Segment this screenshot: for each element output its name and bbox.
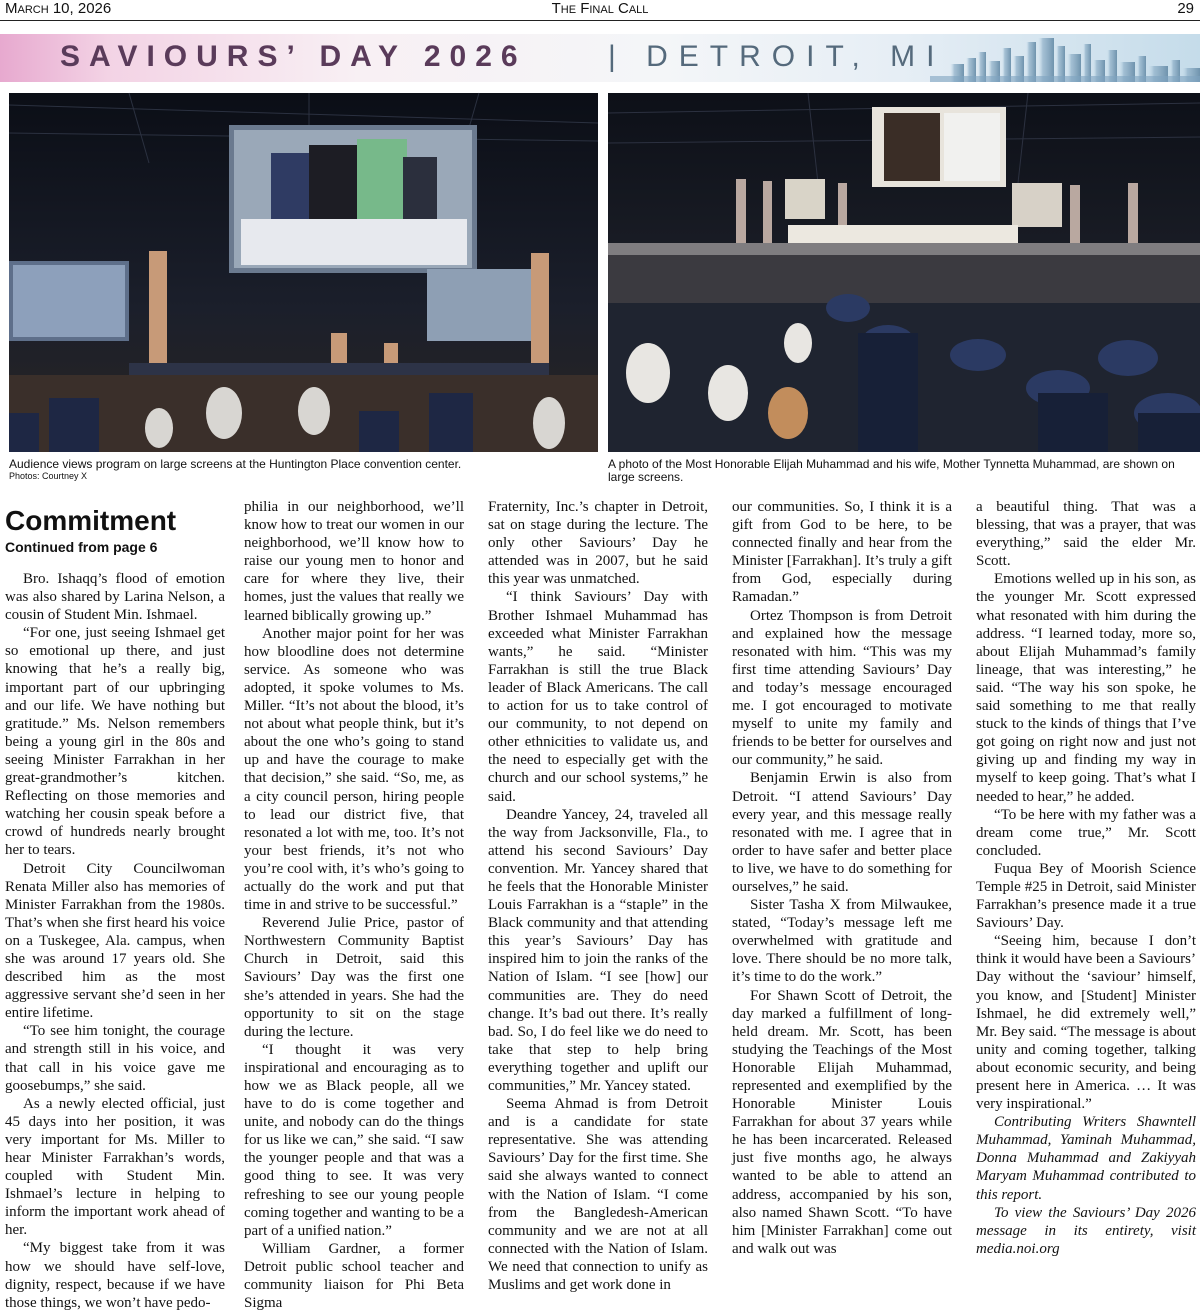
paragraph: our communities. So, I think it is a gift from God to be here, to be connected finally and hear from the Minister [Farrakhan]. It’s truly a gift from God, especially during Ramadan.” [732,499,952,606]
right-photo-caption [608,458,1196,484]
photo-credit: Photos: Courtney X [9,471,88,481]
issue-date: March 10, 2026 [5,0,112,17]
page-folio [0,0,1200,21]
paragraph: “To see him tonight, the courage and strength still in his voice, and that call in his voice gave me goosebumps,” she said. [5,1023,225,1094]
paragraph: Ortez Thompson is from Detroit and explained how the message resonated with him. “This was my first time attending Saviours’ Day and today’s message encouraged me. I got encouraged to motivate myself to unite my family and friends to be better for ourselves and our community,” he said. [732,607,952,769]
paragraph: Fuqua Bey of Moorish Science Temple #25 in Detroit, said Minister Farrakhan’s presence made it a true Saviours’ Day. [976,860,1196,932]
paragraph: “I think Saviours’ Day with Brother Ishmael Muhammad has exceeded what Minister Farrakhan wants,” he said. “Minister Farrakhan is still the true Black leader of Black Americans. The call to action for us to take control of our community, to not depend on other ethnicities to validate us, and the need to especially get with the church and our school systems,” he said. [488,589,708,805]
paragraph: Sister Tasha X from Milwaukee, stated, “Today’s message left me overwhelmed with gratitude and love. There should be no more talk, it’s time to do the work.” [732,897,952,986]
paragraph: Reverend Julie Price, pastor of Northwestern Community Baptist Church in Detroit, said this Saviours’ Day was the first one she’s attended in years. She had the opportunity to sit on the stage during the lecture. [244,915,464,1040]
paragraph: Bro. Ishaqq’s flood of emotion was also shared by Larina Nelson, a cousin of Student Min. Ishmael. [5,571,225,624]
article-column-1 [5,498,225,1312]
paragraph: “For one, just seeing Ishmael get so emotional up there, and just knowing that he’s a really big, important part of our upbringing and our life. We have nothing but gratitude.” Ms. Nelson remembers being a young girl in the 80s and seeing Minister Farrakhan in her great-grandmother’s kitchen. Reflecting on those memories and watching her cousin speak before a crowd of hundreds nearly brought her to tears. [5,625,225,859]
paragraph: William Gardner, a former Detroit public school teacher and community liaison for Phi Beta Sigma [244,1240,464,1312]
paragraph: “To be here with my father was a dream come true,” Mr. Scott concluded. [976,806,1196,859]
contributors-note: Contributing Writers Shawntell Muhammad, Yaminah Muhammad, Donna Muhammad and Zakiyyah Maryam Muhammad contributed to this report. [976,1114,1196,1203]
article-column-3 [488,498,708,1294]
jump-line: Continued from page 6 [5,539,158,555]
photo-elijah-muhammad-screens [608,93,1200,452]
paragraph: Fraternity, Inc.’s chapter in Detroit, sat on stage during the lecture. The only other Saviours’ Day he attended was in 2007, but he said this year was unmatched. [488,499,708,588]
paragraph: “I thought it was very inspirational and encouraging as to how we as Black people, all we have to do is come together and unite, and nobody can do the things for us like we can,” she said. “I saw the younger people and that was a good thing to see. It was very refreshing to see our young people coming together and wanting to be a part of a unified nation.” [244,1041,464,1239]
section-banner [0,34,1200,82]
article-headline: Commitment [5,505,177,536]
article-column-2 [244,498,464,1312]
paragraph: Benjamin Erwin is also from Detroit. “I attend Saviours’ Day every year, and this message really resonated with me. I agree that in order to have safer and better place to live, we have to do something for ourselves,” he said. [732,770,952,895]
paragraph: Emotions welled up in his son, as the younger Mr. Scott expressed what resonated with him during the address. “I learned today, more so, about Elijah Muhammad’s family lineage, that was interesting,” he said. “The way his son spoke, he said something to me that really stuck to the kinds of things that I’ve got going on right now and just not giving up and finding my way in myself to keep going. That’s what I needed to hear,” he added. [976,571,1196,805]
paragraph: philia in our neighborhood, we’ll know how to treat our women in our neighborhood, we’ll know how to raise our young men to honor and care for where they live, their homes, just the values that really we learned biblically growing up.” [244,499,464,624]
caption-text: A photo of the Most Honorable Elijah Muhammad and his wife, Mother Tynnetta Muhammad, are shown on large screens. [608,457,1175,484]
paragraph: Detroit City Councilwoman Renata Miller also has memories of Minister Farrakhan from the 1980s. That’s when she first heard his voice on a Tuskegee, Ala. campus, when she was around 17 years old. She described him as the most aggressive servant she’d seen in her entire lifetime. [5,860,225,1022]
banner-title: SAVIOURS’ DAY 2026 [60,40,527,73]
article-column-5 [976,498,1196,1258]
paragraph: Seema Ahmad is from Detroit and is a candidate for state representative. She was attending Saviours’ Day for the first time. She said she always wanted to connect with the Nation of Islam. “I come from the Bangledesh-American community and we are not at all connected with the Nation of Islam. We need that connection to unify as Muslims and get work done in [488,1096,708,1294]
web-reference: To view the Saviours’ Day 2026 message in its entirety, visit media.noi.org [976,1204,1196,1257]
left-photo-caption [9,458,598,481]
page-number: 29 [1177,0,1194,17]
paragraph: For Shawn Scott of Detroit, the day marked a fulfillment of long-held dream. Mr. Scott, has been studying the Teachings of the Most Honorable Elijah Muhammad, represented and exemplified by the Honorable Minister Louis Farrakhan for about 37 years while he has been incarcerated. Released just five months ago, he always wanted to be able to attend an address, accompanied by his son, also named Shawn Scott. “To have him [Minister Farrakhan] come out and walk out was [732,987,952,1257]
paragraph: “Seeing him, because I don’t think it would have been a Saviours’ Day without the ‘saviour’ himself, you know, and [Student] Minister Ishmael, he did extremely well,” Mr. Bey said. “The message is about unity and coming together, talking about economic security, and being present here in America. … It was very inspirational.” [976,933,1196,1113]
paragraph: a beautiful thing. That was a blessing, that was a prayer, that was everything,” said the elder Mr. Scott. [976,499,1196,570]
photo-audience-screens [9,93,598,452]
paragraph: As a newly elected official, just 45 days into her position, it was very important for Ms. Miller to hear Minister Farrakhan’s words, coupled with Student Min. Ishmael’s lecture in helping to inform the important work ahead of her. [5,1095,225,1239]
caption-text: Audience views program on large screens at the Huntington Place convention center. [9,457,462,471]
paper-name: The Final Call [551,0,649,17]
paragraph: Another major point for her was how bloodline does not determine service. As someone who was adopted, it spoke volumes to Ms. Miller. “It’s not about the blood, it’s not about what people think, but it’s about the one who’s going to stand up and have the courage to make that decision,” she said. “So, me, as a city council person, hiring people to lead our district five, that resonated a lot with me, too. It’s not your best friends, it’s not who you’re cool with, it’s who’s going to actually do the work and put that time in and strive to be successful.” [244,625,464,914]
banner-location: | DETROIT, MI [608,40,946,73]
paragraph: “My biggest take from it was how we should have self-love, dignity, respect, because if we have those things, we won’t have pedo- [5,1240,225,1311]
paragraph: Deandre Yancey, 24, traveled all the way from Jacksonville, Fla., to attend his second Saviours’ Day convention. Mr. Yancey shared that he feels that the Honorable Minister Louis Farrakhan is a “staple” in the Black community and that attending this year’s Saviours’ Day has inspired him to join the ranks of the Nation of Islam. “I see [how] our communities are. They do need change. It’s bad out there. It’s really bad. So, I do feel like we do need to take that step to help bring everything together and uplift our communities,” Mr. Yancey stated. [488,806,708,1094]
city-skyline-graphic [930,34,1200,82]
article-column-4 [732,498,952,1258]
